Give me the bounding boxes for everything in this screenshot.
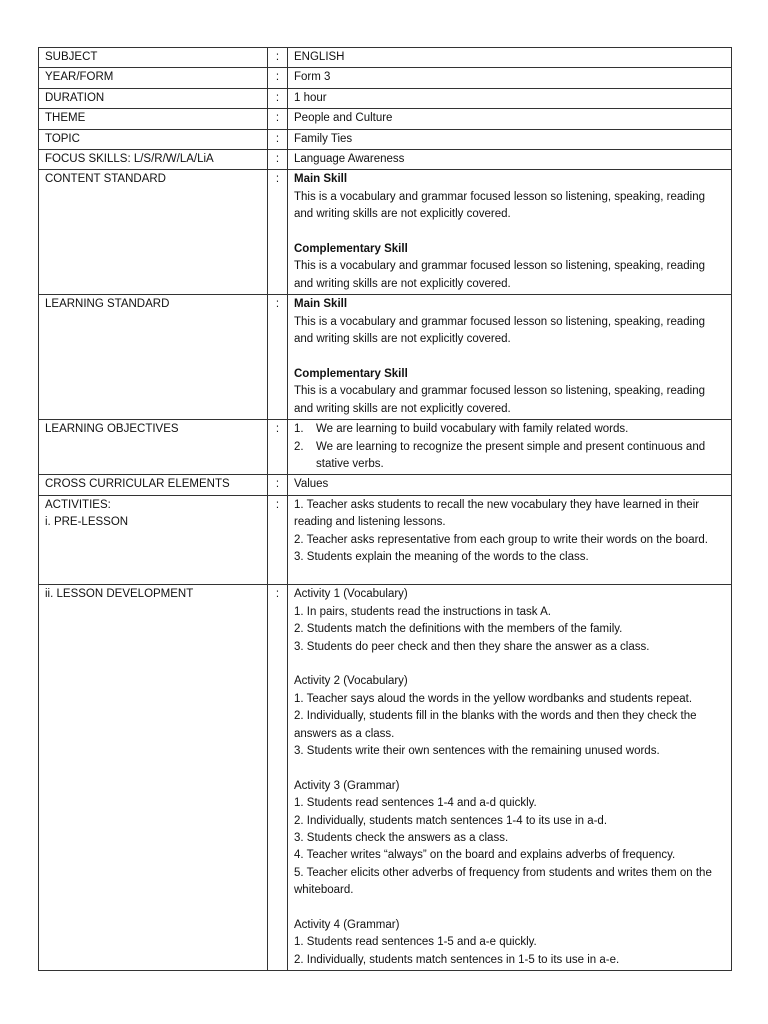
activity-step: 1. Students read sentences 1-4 and a-d quickly. <box>294 797 537 810</box>
content-standard-row <box>39 170 732 295</box>
activity-step: 2. Individually, students match sentences in 1-5 to its use in a-e. <box>294 953 620 966</box>
row-value <box>288 585 732 971</box>
row-label: CROSS CURRICULAR ELEMENTS <box>39 475 268 495</box>
objective-text: We are learning to recognize the present simple and present continuous and stative verbs. <box>316 440 706 470</box>
activity-step: 1. In pairs, students read the instructions in task A. <box>294 605 551 618</box>
row-value: People and Culture <box>288 109 732 129</box>
pre-lesson-label: i. PRE-LESSON <box>45 516 129 529</box>
objective-number: 1. <box>294 423 304 436</box>
lesson-development-row <box>39 585 732 971</box>
cross-curricular-row <box>39 475 732 495</box>
activity-step: 1. Students read sentences 1-5 and a-e quickly. <box>294 936 537 949</box>
activities-label: ACTIVITIES: <box>45 498 111 511</box>
activity-step: 4. Teacher writes “always” on the board and explains adverbs of frequency. <box>294 849 676 862</box>
row-value <box>288 170 732 295</box>
year-form-row <box>39 68 732 88</box>
row-value <box>288 420 732 475</box>
activity-step: 5. Teacher elicits other adverbs of frequency from students and writes them on the whiteboard. <box>294 866 712 897</box>
pre-lesson-step: 3. Students explain the meaning of the words to the class. <box>294 550 589 563</box>
colon-separator: : <box>268 129 288 149</box>
row-label: FOCUS SKILLS: L/S/R/W/LA/LiA <box>39 150 268 170</box>
main-skill-text: This is a vocabulary and grammar focused lesson so listening, speaking, reading and writing skills are not explicitly covered. <box>294 190 706 221</box>
colon-separator: : <box>268 48 288 68</box>
row-label: DURATION <box>39 88 268 108</box>
main-skill-heading: Main Skill <box>294 173 348 186</box>
theme-row <box>39 109 732 129</box>
row-label <box>39 495 268 585</box>
activities-pre-lesson-row <box>39 495 732 585</box>
row-label: CONTENT STANDARD <box>39 170 268 295</box>
colon-separator: : <box>268 68 288 88</box>
activity-step: 3. Students write their own sentences with the remaining unused words. <box>294 744 660 757</box>
subject-row <box>39 48 732 68</box>
main-skill-heading: Main Skill <box>294 298 348 311</box>
row-value: Family Ties <box>288 129 732 149</box>
row-value: Language Awareness <box>288 150 732 170</box>
row-label: SUBJECT <box>39 48 268 68</box>
colon-separator: : <box>268 585 288 971</box>
activity-step: 3. Students do peer check and then they share the answer as a class. <box>294 640 650 653</box>
topic-row <box>39 129 732 149</box>
colon-separator: : <box>268 295 288 420</box>
colon-separator: : <box>268 420 288 475</box>
activity-title: Activity 2 (Vocabulary) <box>294 675 408 688</box>
row-label: LEARNING OBJECTIVES <box>39 420 268 475</box>
row-value: Values <box>288 475 732 495</box>
objective-number: 2. <box>294 440 304 453</box>
row-label: THEME <box>39 109 268 129</box>
objective-text: We are learning to build vocabulary with family related words. <box>316 423 629 436</box>
colon-separator: : <box>268 150 288 170</box>
objective-item <box>294 421 725 438</box>
lesson-plan-table <box>38 47 732 971</box>
learning-standard-row <box>39 295 732 420</box>
activity-title: Activity 3 (Grammar) <box>294 779 400 792</box>
row-value: 1 hour <box>288 88 732 108</box>
row-label: YEAR/FORM <box>39 68 268 88</box>
lesson-plan-page <box>38 47 731 971</box>
row-value: Form 3 <box>288 68 732 88</box>
activity-title: Activity 1 (Vocabulary) <box>294 588 408 601</box>
row-label: ii. LESSON DEVELOPMENT <box>39 585 268 971</box>
pre-lesson-step: 1. Teacher asks students to recall the new vocabulary they have learned in their reading and listening lessons. <box>294 498 700 529</box>
row-label: LEARNING STANDARD <box>39 295 268 420</box>
objective-item <box>294 439 725 474</box>
activity-step: 3. Students check the answers as a class. <box>294 832 509 844</box>
row-value: ENGLISH <box>288 48 732 68</box>
colon-separator: : <box>268 170 288 295</box>
activity-step: 1. Teacher says aloud the words in the yellow wordbanks and students repeat. <box>294 692 693 705</box>
colon-separator: : <box>268 109 288 129</box>
colon-separator: : <box>268 495 288 585</box>
complementary-skill-heading: Complementary Skill <box>294 243 408 256</box>
complementary-skill-text: This is a vocabulary and grammar focused lesson so listening, speaking, reading and writing skills are not explicitly covered. <box>294 260 706 290</box>
activity-step: 2. Individually, students fill in the blanks with the words and then they check the answers as a class. <box>294 710 697 740</box>
colon-separator: : <box>268 475 288 495</box>
row-label: TOPIC <box>39 129 268 149</box>
activity-step: 2. Individually, students match sentences 1-4 to its use in a-d. <box>294 814 608 827</box>
complementary-skill-text: This is a vocabulary and grammar focused lesson so listening, speaking, reading and writing skills are not explicitly covered. <box>294 385 706 415</box>
colon-separator: : <box>268 88 288 108</box>
activity-step: 2. Students match the definitions with the members of the family. <box>294 623 623 636</box>
main-skill-text: This is a vocabulary and grammar focused lesson so listening, speaking, reading and writing skills are not explicitly covered. <box>294 315 706 346</box>
learning-objectives-row <box>39 420 732 475</box>
row-value <box>288 495 732 585</box>
pre-lesson-step: 2. Teacher asks representative from each group to write their words on the board. <box>294 533 709 546</box>
row-value <box>288 295 732 420</box>
duration-row <box>39 88 732 108</box>
activity-title: Activity 4 (Grammar) <box>294 919 400 932</box>
focus-skills-row <box>39 150 732 170</box>
complementary-skill-heading: Complementary Skill <box>294 367 408 380</box>
